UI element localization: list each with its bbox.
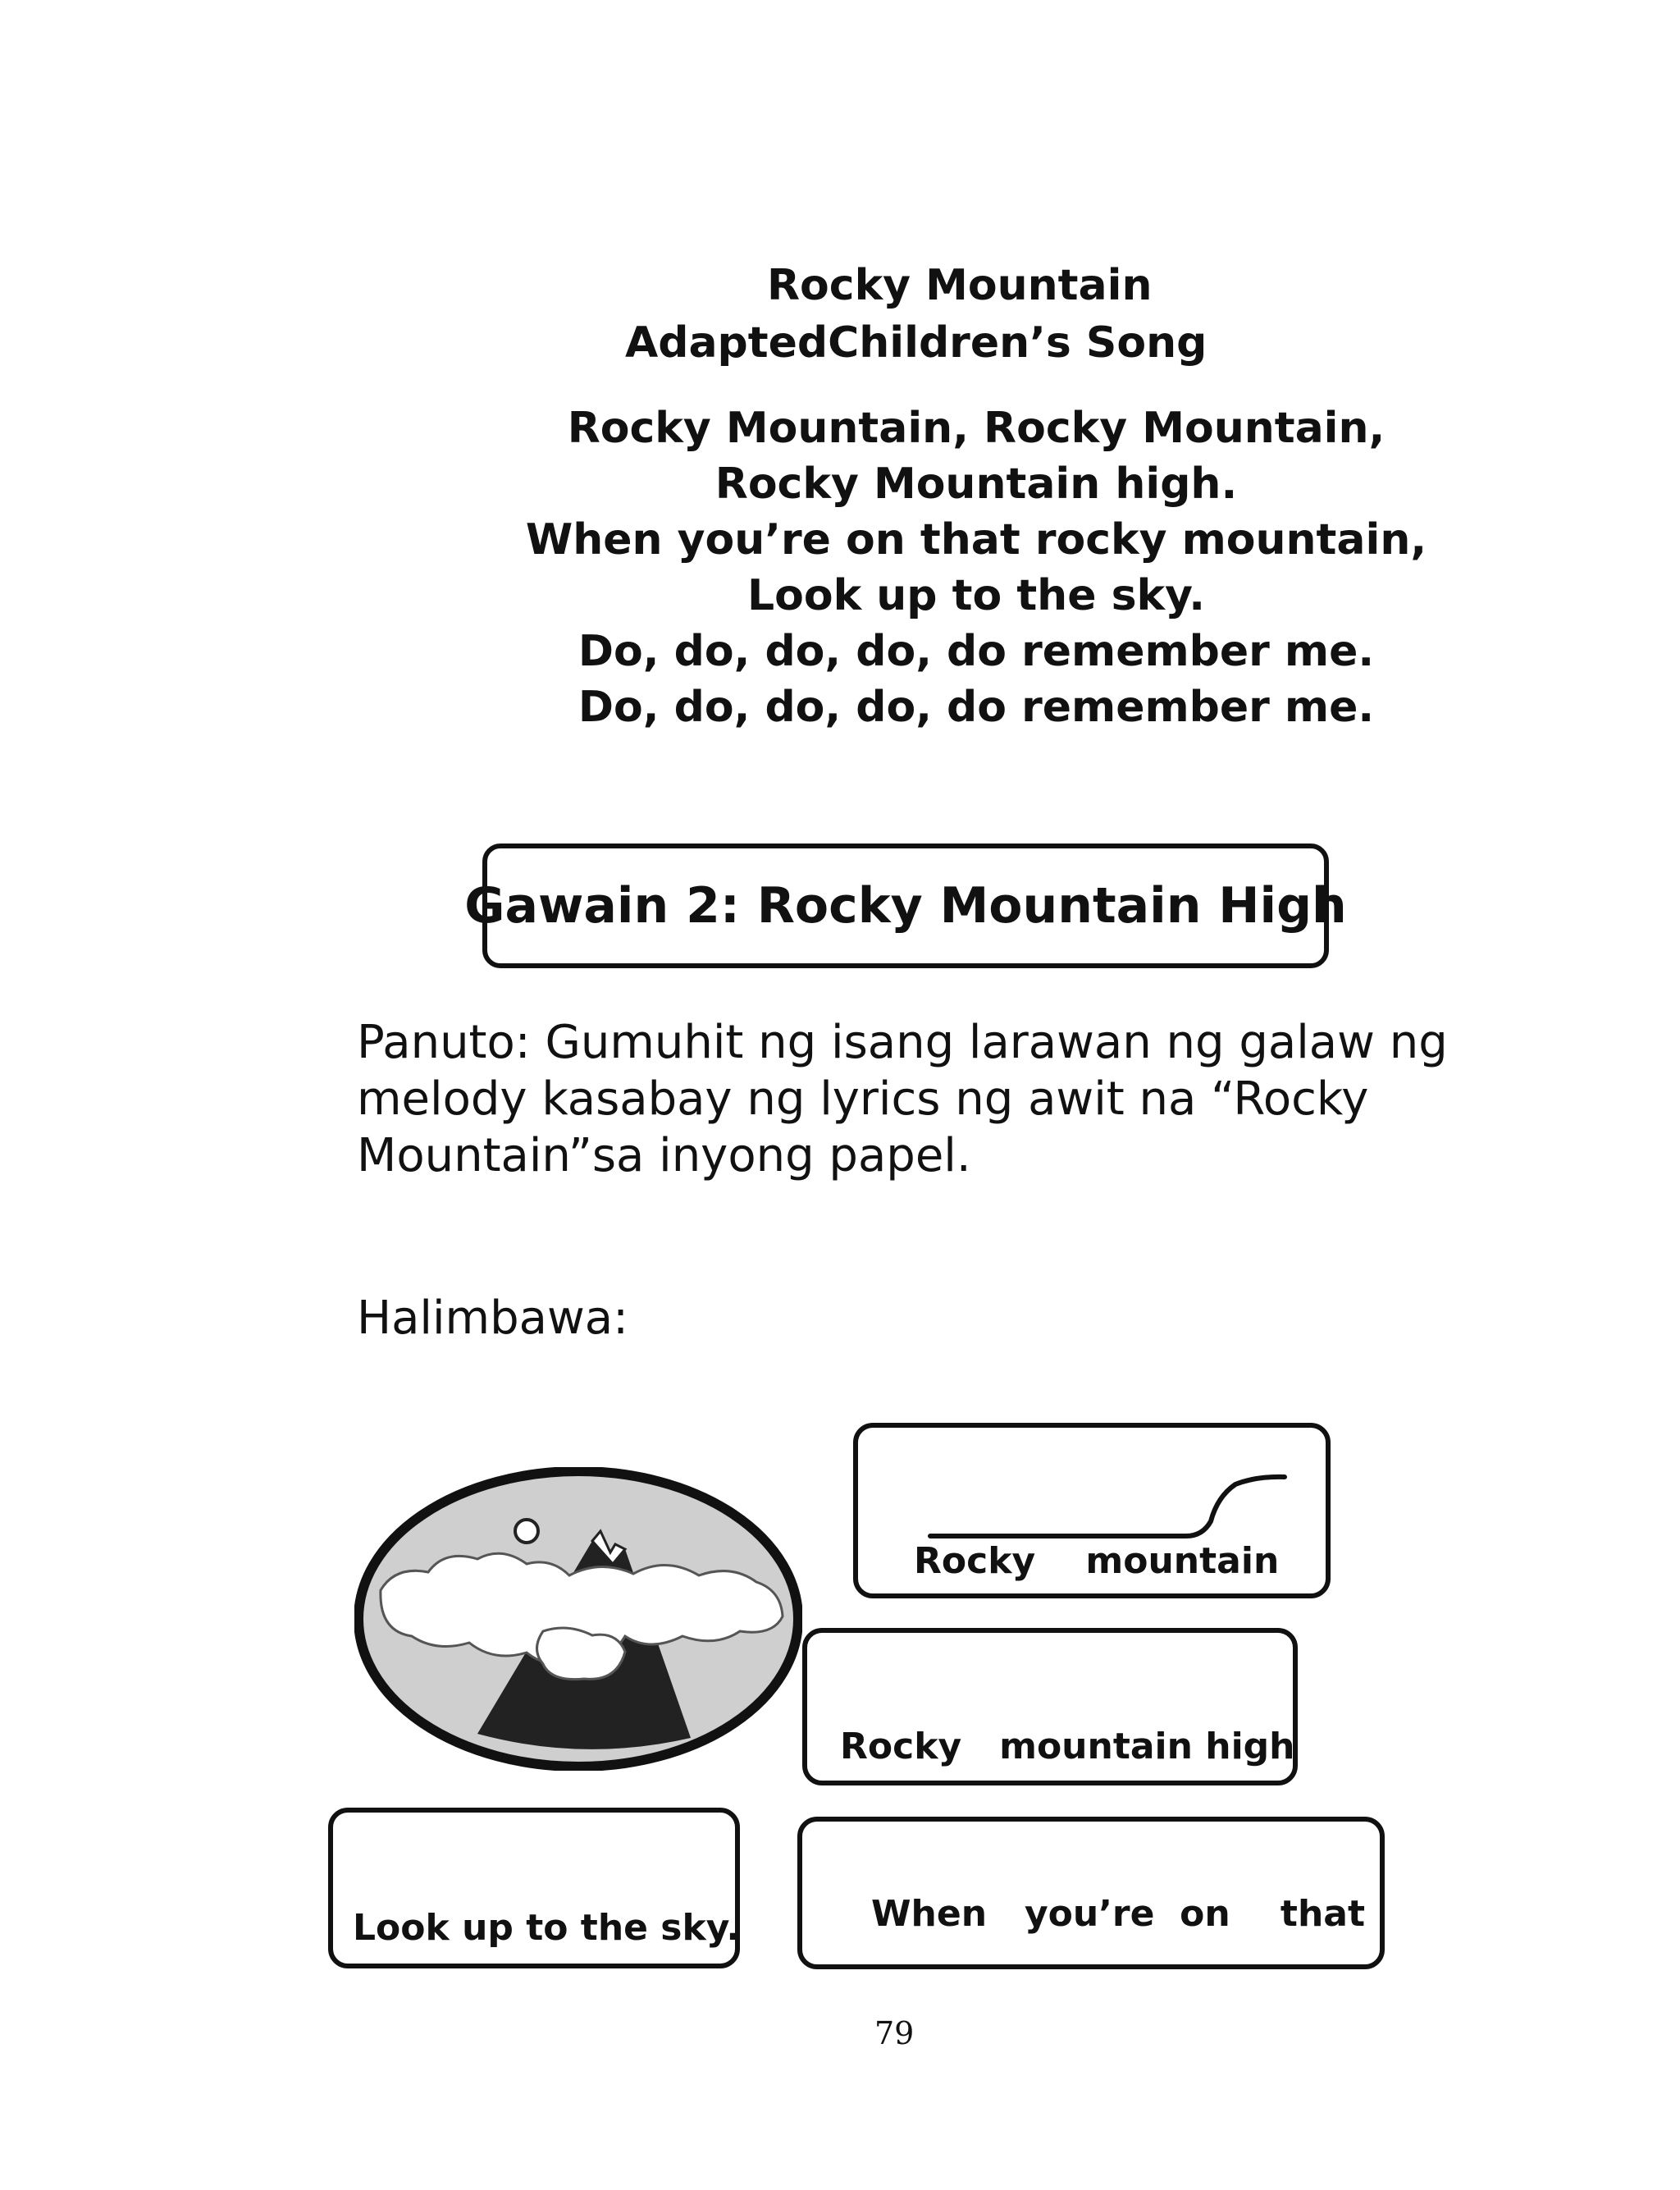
activity-title: Gawain 2: Rocky Mountain High xyxy=(464,877,1347,935)
song-lyrics xyxy=(443,400,1509,735)
example-card xyxy=(797,1817,1385,1969)
card-label: Rocky mountain xyxy=(914,1540,1280,1582)
mountain-illustration xyxy=(354,1467,802,1774)
lyric-line: Rocky Mountain, Rocky Mountain, xyxy=(567,404,1386,453)
page-number: 79 xyxy=(874,2015,915,2051)
lyric-line: Look up to the sky. xyxy=(747,571,1205,620)
lyric-line: Do, do, do, do, do remember me. xyxy=(578,627,1375,676)
card-label: Rocky mountain high xyxy=(840,1726,1295,1767)
example-card xyxy=(802,1628,1298,1785)
example-label: Halimbawa: xyxy=(357,1292,628,1345)
activity-title-box xyxy=(464,844,1347,968)
card-label: Look up to the sky. xyxy=(353,1907,741,1949)
lyric-line: Rocky Mountain high. xyxy=(714,459,1238,509)
lyric-line: Do, do, do, do, do remember me. xyxy=(578,683,1375,732)
lyric-line: When you’re on that rocky mountain, xyxy=(525,515,1427,565)
card-label: When you’re on that xyxy=(871,1893,1366,1935)
example-card xyxy=(853,1423,1331,1598)
melody-line xyxy=(891,1456,1301,1546)
example-card xyxy=(328,1808,740,1968)
instructions: Panuto: Gumuhit ng isang larawan ng galaw ng melody kasabay ng lyrics ng awit na “Rocky Mountain”sa inyong papel. xyxy=(357,1016,1448,1182)
song-subtitle: AdaptedChildren’s Song xyxy=(625,318,1208,368)
mountain-image xyxy=(354,1467,802,1771)
song-title: Rocky Mountain xyxy=(767,261,1153,310)
